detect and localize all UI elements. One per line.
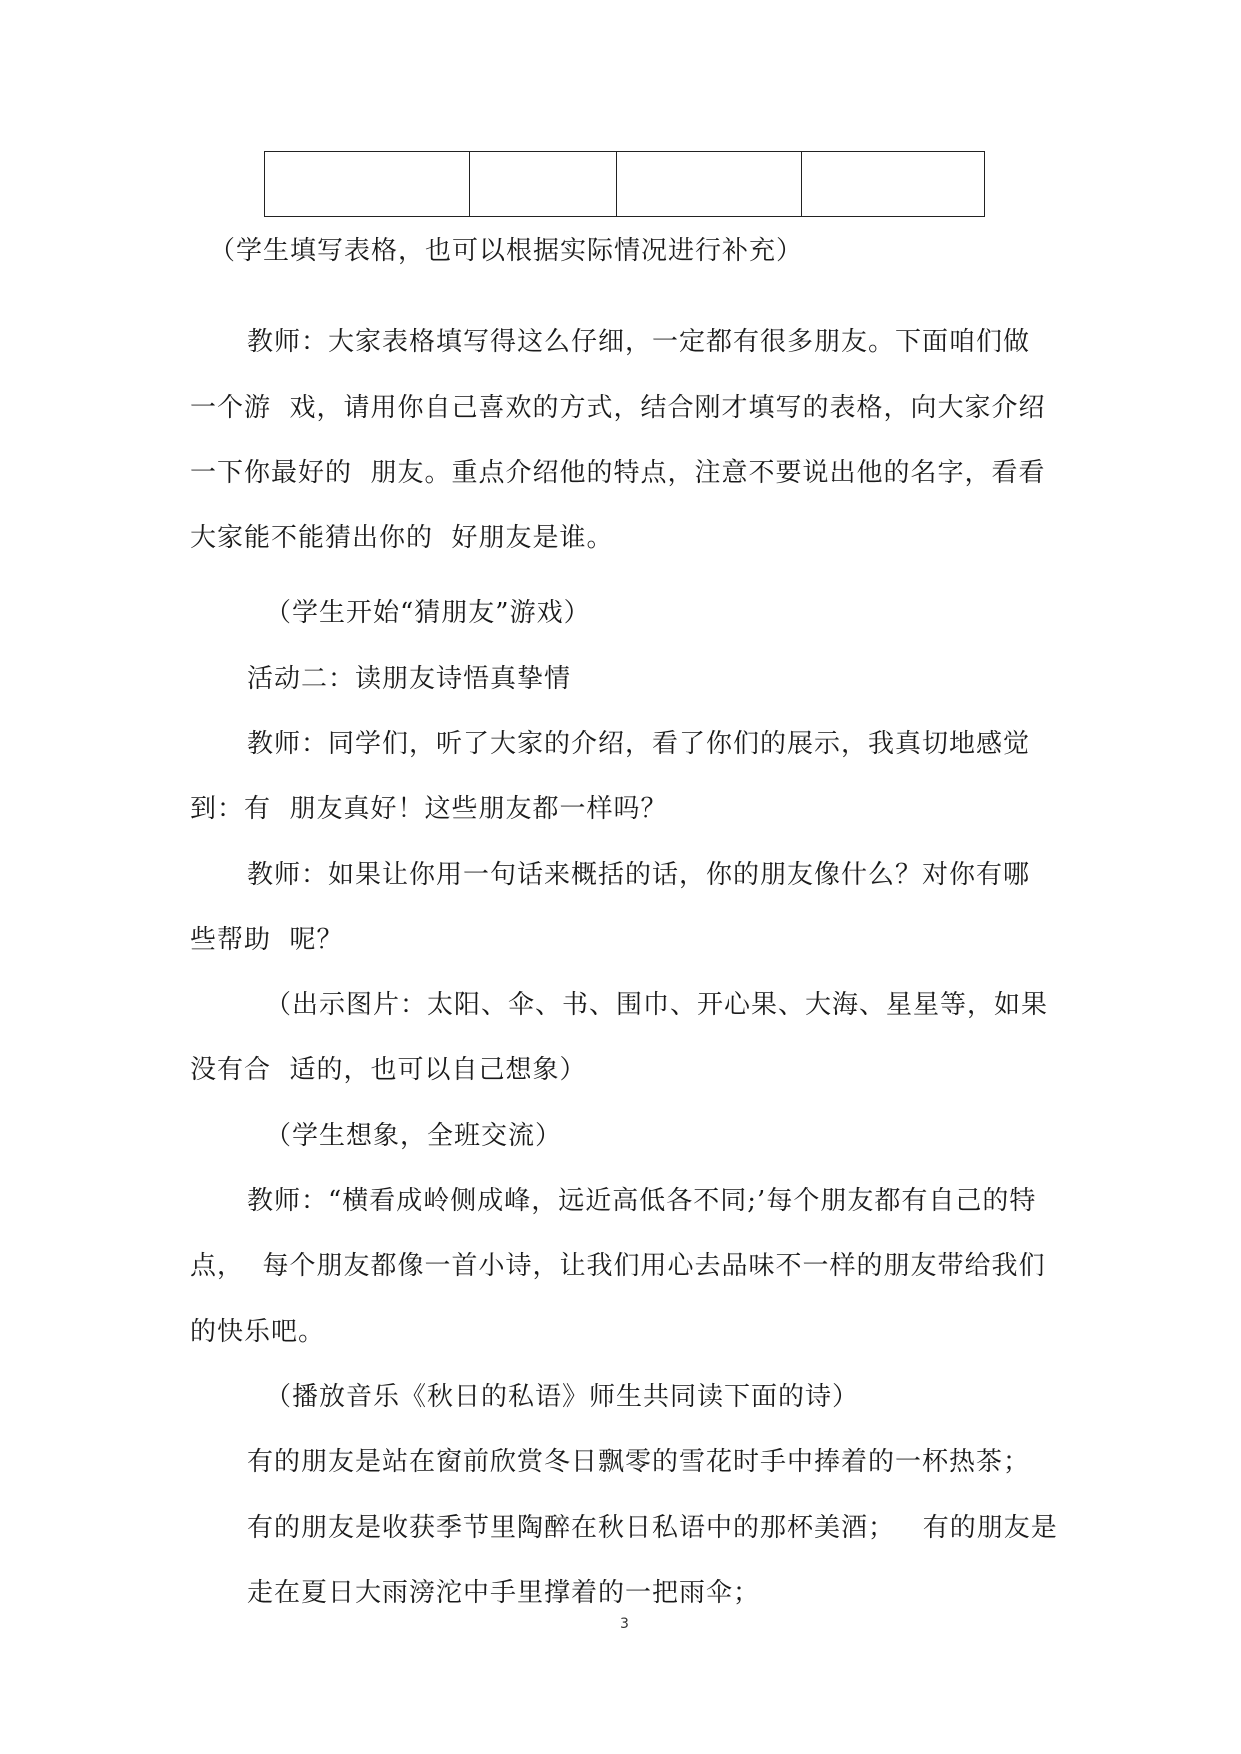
paragraph-line: 走在夏日大雨滂沱中手里撑着的一把雨伞； [247, 1578, 761, 1608]
paragraph-line: （播放音乐《秋日的私语》师生共同读下面的诗） [265, 1382, 860, 1412]
paragraph-line: （学生填写表格，也可以根据实际情况进行补充） [209, 236, 804, 266]
table-cell[interactable] [617, 152, 801, 217]
paragraph-line: 有的朋友是收获季节里陶醉在秋日私语中的那杯美酒； 有的朋友是 [247, 1513, 1058, 1543]
section-heading: 活动二：读朋友诗悟真挚情 [247, 664, 572, 694]
paragraph-line: 教师：“横看成岭侧成峰，远近高低各不同;’每个朋友都有自己的特 [247, 1186, 1037, 1216]
table-cell[interactable] [469, 152, 617, 217]
paragraph-line: 点， 每个朋友都像一首小诗，让我们用心去品味不一样的朋友带给我们 [190, 1251, 1046, 1281]
paragraph-line: 教师：如果让你用一句话来概括的话，你的朋友像什么？对你有哪 [247, 860, 1031, 890]
table-row [265, 152, 985, 217]
paragraph-line: 的快乐吧。 [190, 1317, 326, 1347]
blank-table [264, 151, 985, 217]
paragraph-line: （学生开始“猜朋友”游戏） [265, 598, 591, 628]
paragraph-line: 些帮助 呢？ [190, 925, 344, 955]
paragraph-line: 有的朋友是站在窗前欣赏冬日飘零的雪花时手中捧着的一杯热茶； [247, 1447, 1031, 1477]
table-cell[interactable] [265, 152, 470, 217]
paragraph-line: 教师：同学们，听了大家的介绍，看了你们的展示，我真切地感觉 [247, 729, 1031, 759]
page-number: 3 [620, 1616, 629, 1632]
table-cell[interactable] [801, 152, 984, 217]
paragraph-line: 到：有 朋友真好！这些朋友都一样吗？ [190, 794, 668, 824]
paragraph-line: 大家能不能猜出你的 好朋友是谁。 [190, 523, 614, 553]
paragraph-line: 没有合 适的，也可以自己想象） [190, 1055, 587, 1085]
paragraph-line: 一下你最好的 朋友。重点介绍他的特点，注意不要说出他的名字，看看 [190, 458, 1046, 488]
paragraph-line: 教师：大家表格填写得这么仔细，一定都有很多朋友。下面咱们做 [247, 327, 1031, 357]
paragraph-line: （学生想象，全班交流） [265, 1121, 563, 1151]
paragraph-line: （出示图片：太阳、伞、书、围巾、开心果、大海、星星等，如果 [265, 990, 1049, 1020]
paragraph-line: 一个游 戏，请用你自己喜欢的方式，结合刚才填写的表格，向大家介绍 [190, 393, 1046, 423]
